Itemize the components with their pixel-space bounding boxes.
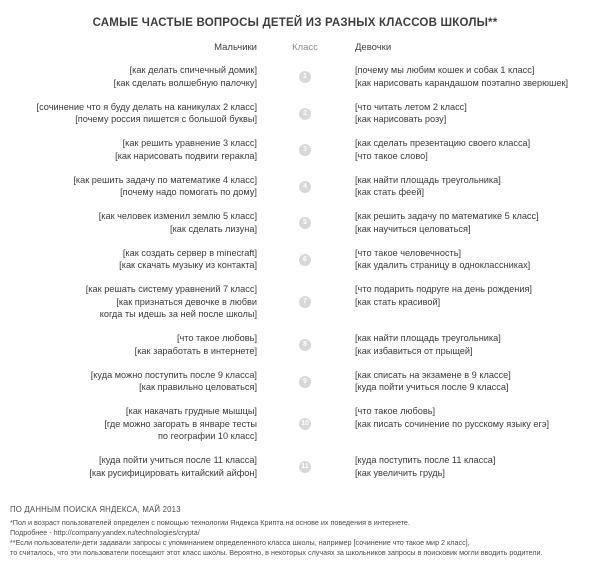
boys-query: [как правильно целоваться]: [139, 382, 257, 392]
footer: [10, 505, 585, 558]
boys-questions: [0, 332, 257, 357]
footer-note: то считалось, что эти пользователи посещают этот класс школы. Вероятно, в некоторых случаях за школьников запросы в поисковик могли вводить родители.: [10, 548, 543, 557]
girls-questions: [355, 405, 585, 430]
grade-badge: 4: [299, 181, 311, 193]
footer-note: **Если пользователи-дети задавали запросы с упоминанием определенного класса школы, например [сочинение что такое мир 2 класс],: [10, 538, 470, 547]
table-row: [0, 99, 590, 136]
grade-badge: 8: [299, 339, 311, 351]
boys-query: [почему надо помогать по дому]: [120, 187, 257, 197]
girls-query: [как нарисовать розу]: [355, 114, 447, 124]
girls-query: [как увеличить грудь]: [355, 467, 445, 478]
footer-note: Подробнее - http://company.yandex.ru/technologies/crypta/: [10, 528, 200, 537]
grade-badge: 7: [299, 296, 311, 308]
boys-questions: [0, 101, 257, 126]
girls-query: [что подарить подруге на день рождения]: [355, 284, 532, 294]
grade-badge: 3: [299, 144, 311, 156]
header-boys: Мальчики: [214, 42, 257, 53]
boys-query: [как создать сервер в minecraft]: [122, 247, 257, 258]
boys-questions: [0, 210, 257, 235]
girls-questions: [355, 283, 585, 308]
boys-query: [как накачать грудные мышцы]: [125, 406, 257, 416]
girls-query: [куда поступить после 11 класса]: [355, 455, 496, 465]
boys-query: [как нарисовать подвиги геракла]: [115, 150, 257, 161]
table-row: [0, 245, 590, 282]
girls-questions: [355, 64, 585, 89]
girls-query: [куда пойти учиться после 9 класса]: [355, 382, 509, 392]
girls-query: [как стать красивой]: [355, 296, 441, 307]
grade-badge: 5: [299, 217, 311, 229]
table-row: [0, 281, 590, 330]
girls-questions: [355, 137, 585, 162]
boys-query: [как решать систему уравнений 7 класс]: [85, 284, 257, 294]
girls-questions: [355, 101, 585, 126]
boys-query: [как решить уравнение 3 класс]: [122, 138, 257, 148]
boys-questions: [0, 369, 257, 394]
girls-query: [как стать феей]: [355, 187, 425, 197]
girls-query: [что такое человечность]: [355, 247, 462, 258]
table-row: [0, 62, 590, 99]
footer-source: ПО ДАННЫМ ПОИСКА ЯНДЕКСА, МАЙ 2013: [10, 505, 181, 514]
table-row: [0, 367, 590, 404]
boys-questions: [0, 454, 257, 479]
girls-questions: [355, 210, 585, 235]
boys-query: [почему россия пишется с большой буквы]: [75, 114, 257, 124]
boys-questions: [0, 283, 257, 321]
boys-questions: [0, 405, 257, 443]
girls-query: [что такое слово]: [355, 150, 428, 161]
boys-query: [куда можно поступить после 9 класса]: [90, 369, 257, 380]
header-grade: Класс: [292, 42, 318, 53]
girls-query: [как писать сочинение по русскому языку егэ]: [355, 418, 550, 429]
table-row: [0, 452, 590, 489]
girls-query: [как решить задачу по математике 5 класс]: [355, 211, 539, 221]
girls-query: [что такое любовь]: [355, 406, 436, 416]
boys-query: [как русифицировать китайский айфон]: [89, 467, 257, 478]
girls-questions: [355, 369, 585, 394]
girls-questions: [355, 174, 585, 199]
boys-query: по географии 10 класс]: [157, 431, 257, 441]
footer-note: *Пол и возраст пользователей определен с помощью технологии Яндекса Крипта на основе их поведения в интернете.: [10, 518, 410, 527]
girls-questions: [355, 332, 585, 357]
page-title: САМЫЕ ЧАСТЫЕ ВОПРОСЫ ДЕТЕЙ ИЗ РАЗНЫХ КЛАССОВ ШКОЛЫ**: [92, 17, 498, 29]
table-row: [0, 172, 590, 209]
boys-query: [сочинение что я буду делать на каникулах 2 класс]: [36, 101, 257, 112]
questions-table: [0, 62, 590, 489]
grade-badge: 9: [299, 376, 311, 388]
boys-query: [как человек изменил землю 5 класс]: [98, 211, 257, 221]
boys-questions: [0, 64, 257, 89]
girls-query: [как списать на экзамене в 9 классе]: [355, 369, 511, 380]
boys-query: [где можно загорать в январе тесты: [104, 418, 257, 429]
boys-questions: [0, 247, 257, 272]
girls-query: [как научиться целоваться]: [355, 223, 471, 234]
girls-query: [что читать летом 2 класс]: [355, 101, 467, 112]
boys-query: [куда пойти учиться после 11 класса]: [99, 455, 257, 465]
boys-query: [что такое любовь]: [176, 333, 257, 343]
girls-query: [как нарисовать карандашом поэтапно зверюшек]: [355, 77, 569, 88]
girls-query: [как избавиться от прыщей]: [355, 345, 473, 356]
grade-badge: 6: [299, 254, 311, 266]
boys-questions: [0, 174, 257, 199]
boys-query: [как сделать лизуна]: [170, 223, 257, 234]
girls-questions: [355, 247, 585, 272]
girls-query: [почему мы любим кошек и собак 1 класс]: [355, 65, 535, 75]
boys-query: [как признаться девочке в любви: [116, 296, 257, 307]
table-row: [0, 135, 590, 172]
girls-query: [как сделать презентацию своего класса]: [355, 138, 531, 148]
boys-query: [как делать спичечный домик]: [129, 65, 257, 75]
boys-query: когда ты идешь за ней после школы]: [99, 309, 257, 319]
header-girls: Девочки: [355, 42, 392, 53]
table-row: [0, 403, 590, 452]
girls-questions: [355, 454, 585, 479]
grade-badge: 10: [299, 418, 311, 430]
girls-query: [как найти площадь треугольника]: [355, 333, 501, 343]
grade-badge: 1: [299, 71, 311, 83]
boys-questions: [0, 137, 257, 162]
table-row: [0, 208, 590, 245]
grade-badge: 2: [299, 108, 311, 120]
boys-query: [как решить задачу по математике 4 класс]: [73, 174, 257, 185]
grade-badge: 11: [299, 461, 311, 473]
boys-query: [как сделать волшебную палочку]: [113, 77, 257, 88]
table-row: [0, 330, 590, 367]
boys-query: [как заработать в интернете]: [134, 345, 257, 356]
girls-query: [как удалить страницу в одноклассниках]: [355, 260, 531, 270]
girls-query: [как найти площадь треугольника]: [355, 174, 501, 185]
boys-query: [как скачать музыку из контакта]: [119, 260, 257, 270]
